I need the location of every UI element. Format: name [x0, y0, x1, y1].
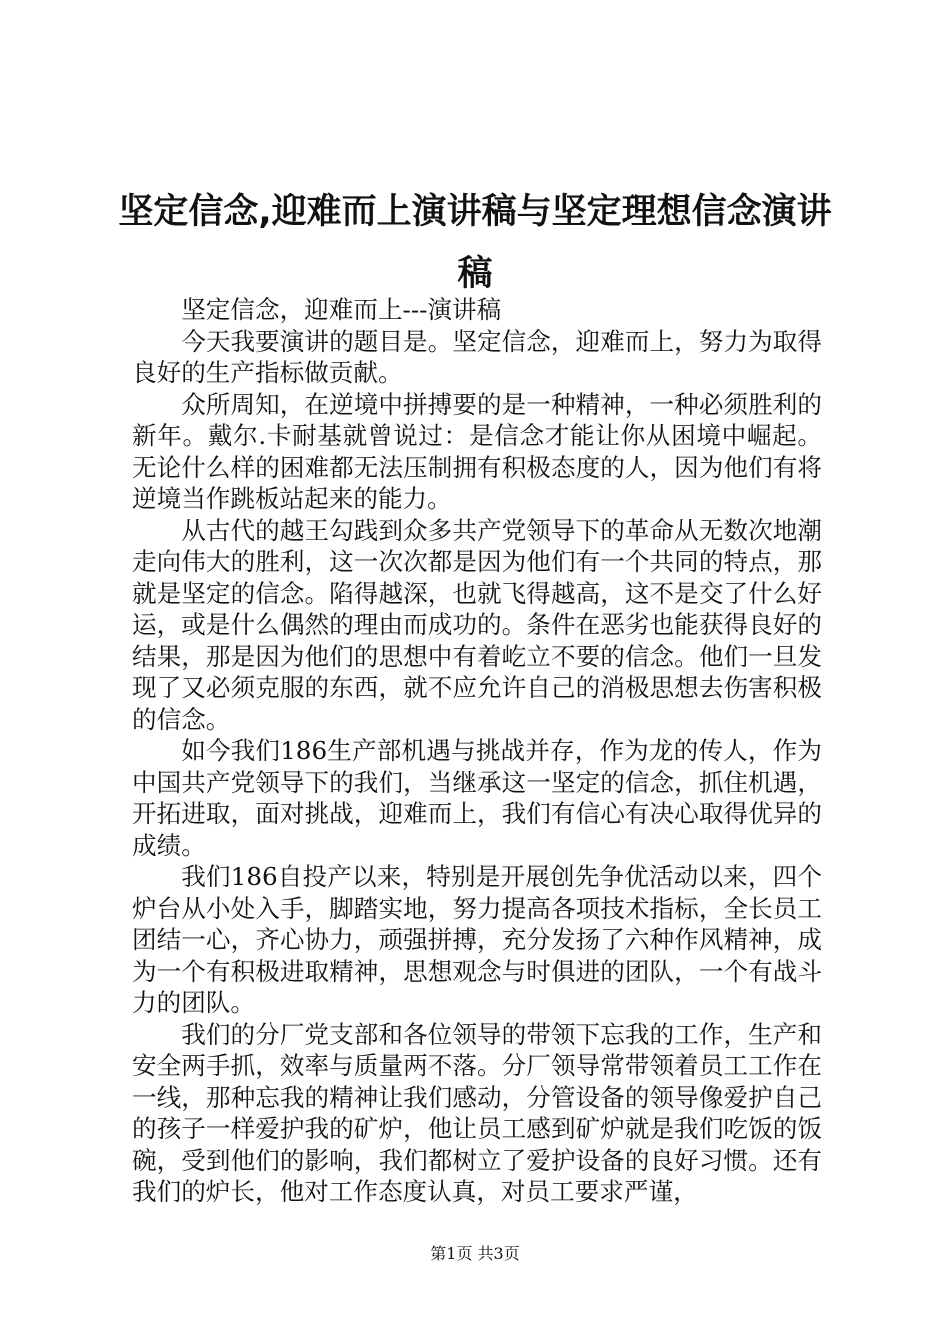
paragraph: 我们的分厂党支部和各位领导的带领下忘我的工作，生产和安全两手抓，效率与质量两不落。分厂领导常带领着员工工作在一线，那种忘我的精神让我们感动，分管设备的领导像爱护自己的孩子一样爱护我的矿炉，他让员工感到矿炉就是我们吃饭的饭碗，受到他们的影响，我们都树立了爱护设备的良好习惯。还有我们的炉长，他对工作态度认真，对员工要求严谨，	[132, 1019, 822, 1206]
paragraph: 坚定信念，迎难而上---演讲稿	[181, 295, 502, 324]
paragraph: 众所周知，在逆境中拼搏要的是一种精神，一种必须胜利的新年。戴尔.卡耐基就曾说过：是信念才能让你从困境中崛起。无论什么样的困难都无法压制拥有积极态度的人，因为他们有将逆境当作跳板站起来的能力。	[132, 389, 822, 513]
paragraph: 今天我要演讲的题目是。坚定信念，迎难而上，努力为取得良好的生产指标做贡献。	[132, 326, 822, 387]
paragraph: 从古代的越王勾践到众多共产党领导下的革命从无数次地潮走向伟大的胜利，这一次次都是因为他们有一个共同的特点，那就是坚定的信念。陷得越深，也就飞得越高，这不是交了什么好运，或是什么偶然的理由而成功的。条件在恶劣也能获得良好的结果，那是因为他们的思想中有着屹立不要的信念。他们一旦发现了又必须克服的东西，就不应允许自己的消极思想去伤害积极的信念。	[132, 515, 822, 734]
document-body	[132, 294, 822, 1208]
page-footer: 第1页 共3页	[430, 1244, 520, 1263]
paragraph: 我们186自投产以来，特别是开展创先争优活动以来，四个炉台从小处入手，脚踏实地，努力提高各项技术指标，全长员工团结一心，齐心协力，顽强拼搏，充分发扬了六种作风精神，成为一个有积极进取精神，思想观念与时俱进的团队，一个有战斗力的团队。	[132, 862, 822, 1017]
document-title: 坚定信念,迎难而上演讲稿与坚定理想信念演讲稿	[118, 192, 832, 294]
paragraph: 如今我们186生产部机遇与挑战并存，作为龙的传人，作为中国共产党领导下的我们，当继承这一坚定的信念，抓住机遇，开拓进取，面对挑战，迎难而上，我们有信心有决心取得优异的成绩。	[132, 736, 822, 860]
